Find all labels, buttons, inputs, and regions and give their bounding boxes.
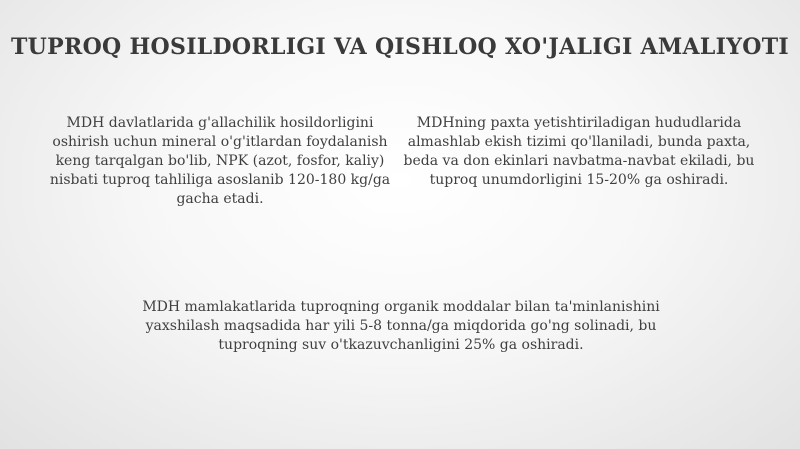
- text-block-organic-manure: MDH mamlakatlarida tuproqning organik moddalar bilan ta'minlanishini yaxshilash maqsadida har yili 5-8 tonna/ga miqdorida go'ng solinadi, bu tuproqning suv o'tkazuvchanligini 25% ga oshiradi.: [142, 299, 660, 353]
- slide-title: TUPROQ HOSILDORLIGI VA QISHLOQ XO'JALIGI AMALIYOTI: [10, 34, 789, 60]
- text-block-crop-rotation: MDHning paxta yetishtiriladigan hududlarida almashlab ekish tizimi qo'llaniladi, bunda paxta, beda va don ekinlari navbatma-navbat ekiladi, bu tuproq unumdorligini 15-20% ga oshiradi.: [403, 115, 755, 188]
- text-block-mineral-fertilizers: MDH davlatlarida g'allachilik hosildorligini oshirish uchun mineral o'g'itlardan foydalanish keng tarqalgan bo'lib, NPK (azot, fosfor, kaliy) nisbati tuproq tahliliga asoslanib 120-180 kg/ga gacha etadi.: [49, 115, 391, 207]
